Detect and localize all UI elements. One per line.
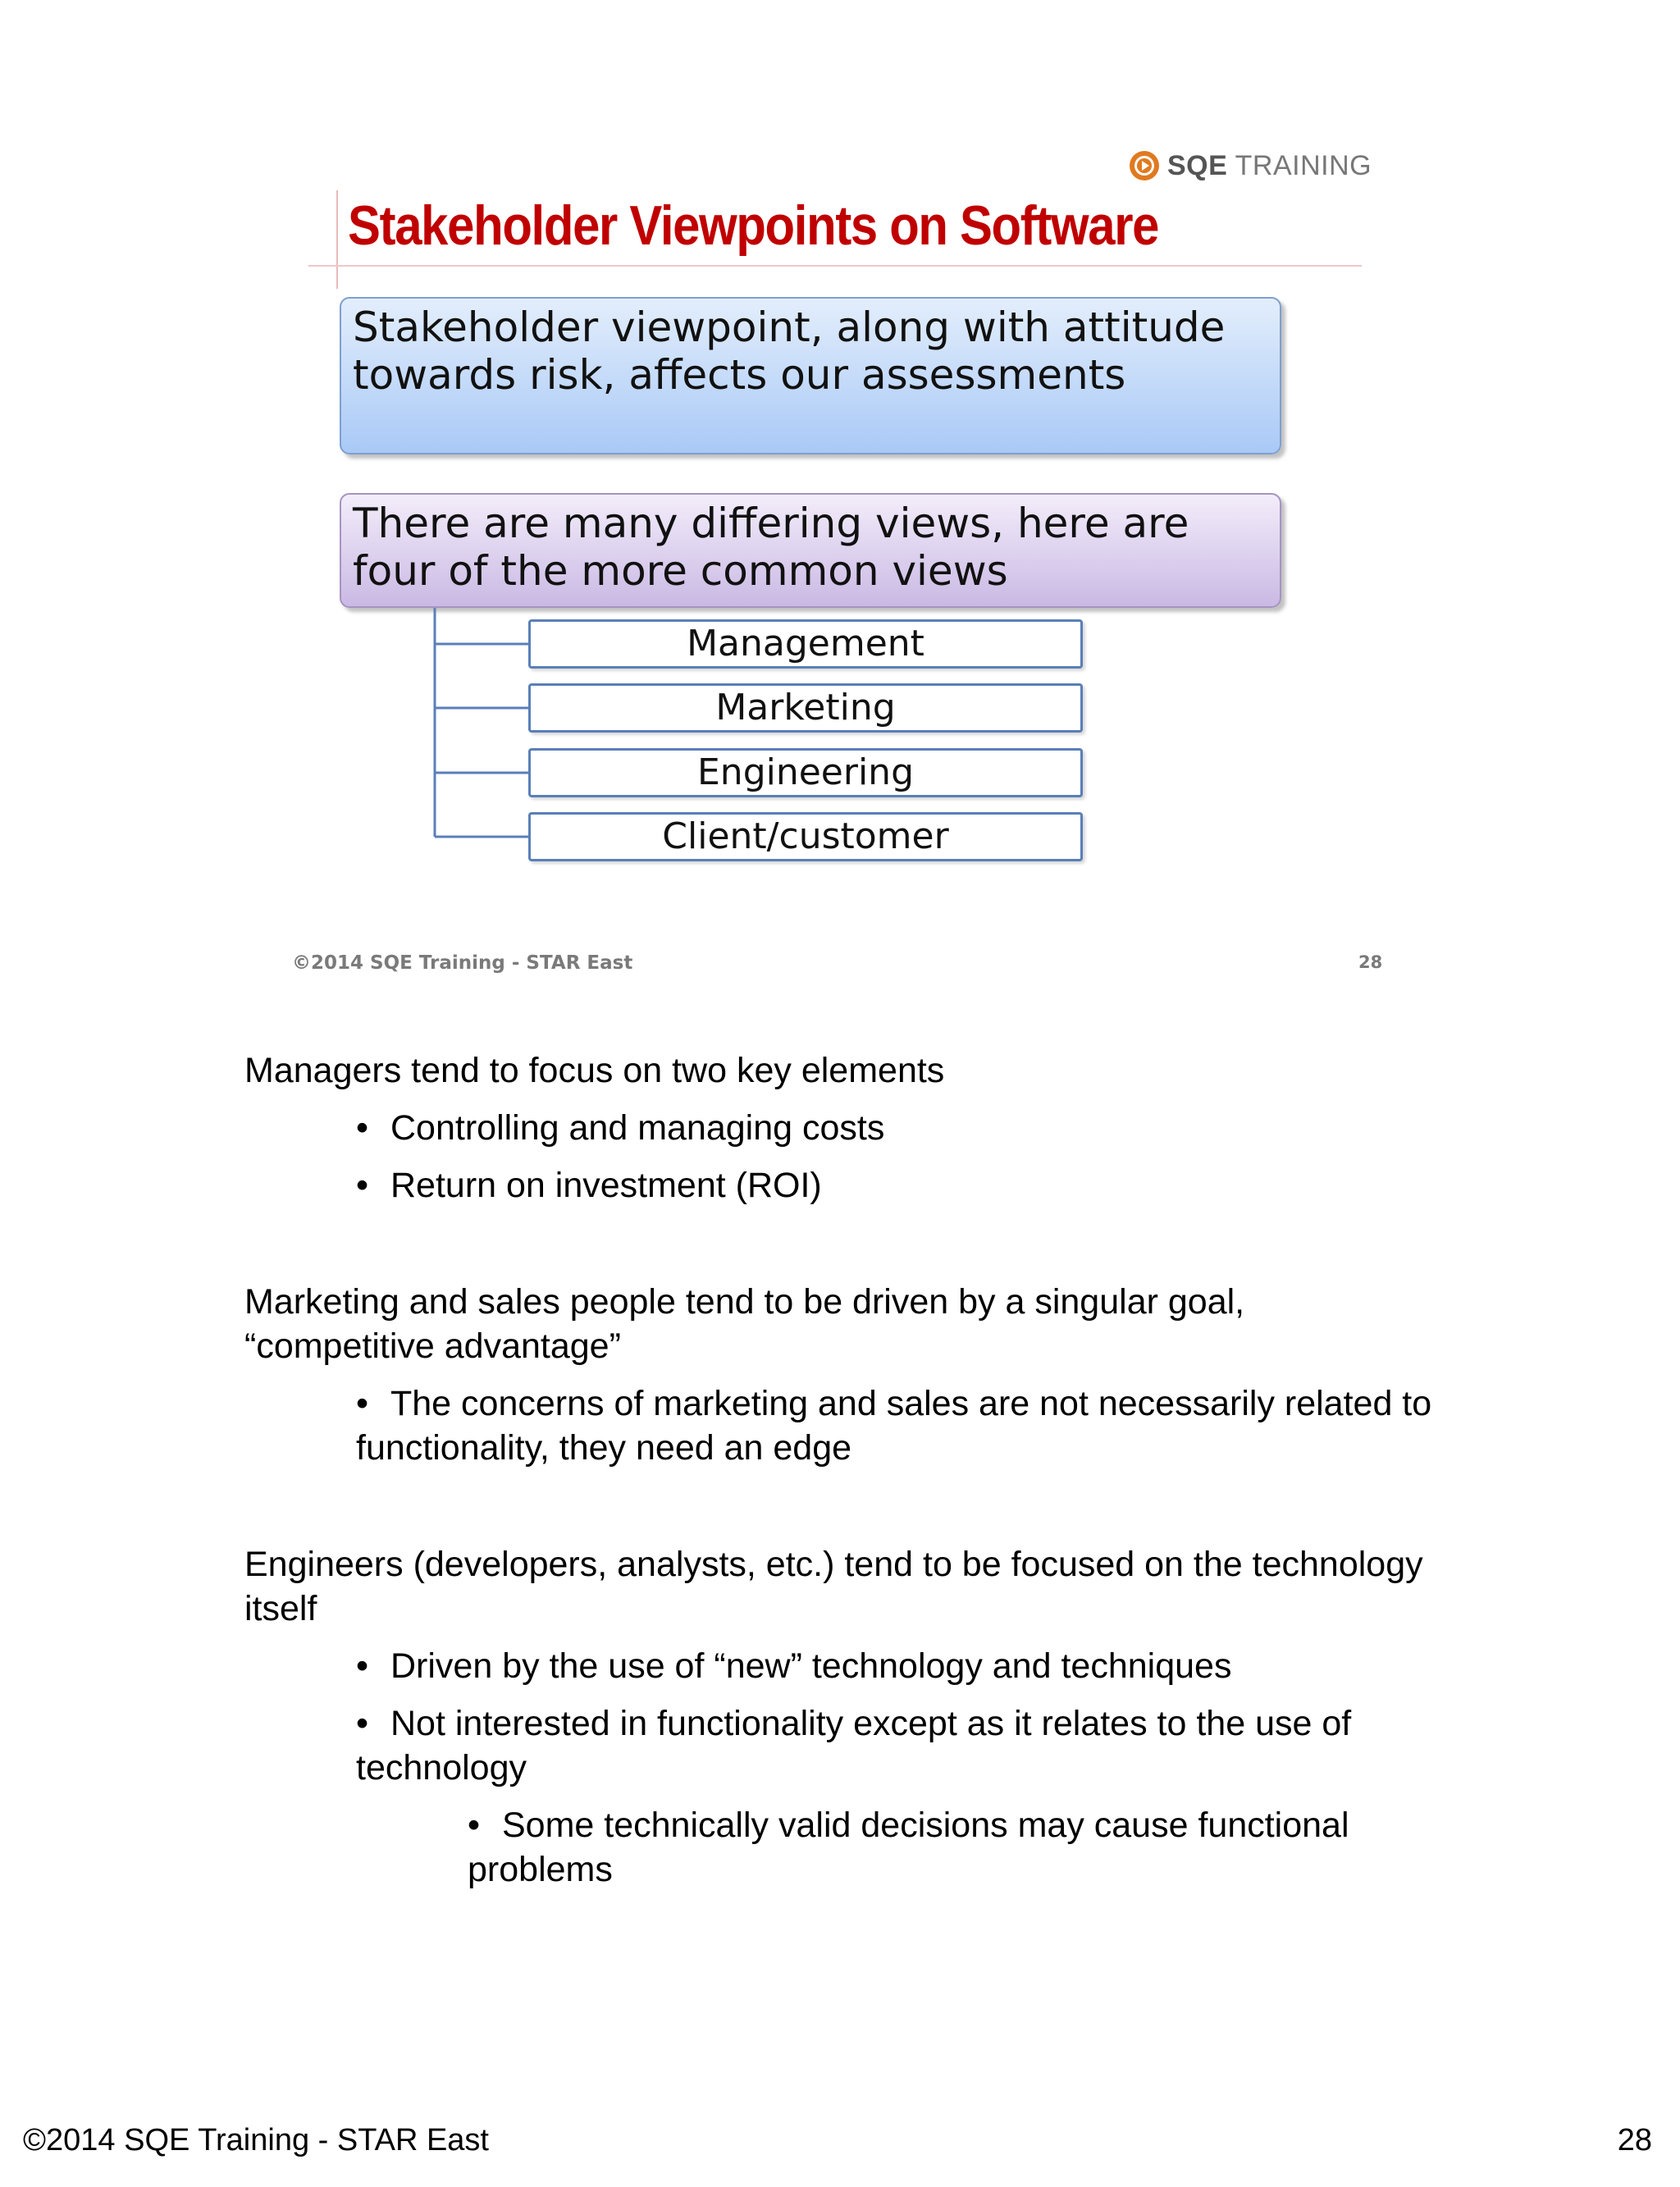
callout-risk-viewpoint: Stakeholder viewpoint, along with attitude towards risk, affects our assessments [340,297,1281,454]
view-client-customer: Client/customer [528,812,1083,861]
notes-paragraph-marketing: Marketing and sales people tend to be driven by a singular goal, “competitive advantage” [244,1282,1245,1366]
bullet-dot: • [356,1166,369,1205]
slide-title: Stakeholder Viewpoints on Software [348,194,1159,257]
sqe-training-logo [1128,148,1372,184]
page-number: 28 [1617,2123,1652,2157]
slide-image [0,0,1680,1009]
notes-sub-bullet [468,1803,1452,1892]
view-engineering: Engineering [528,748,1083,797]
bullet-dot: • [356,1704,369,1743]
logo-text [1167,150,1372,182]
notes-sub-bullet-text: Some technically valid decisions may cause functional problems [468,1806,1349,1889]
bullet-dot: • [468,1806,481,1845]
bullet-dot: • [356,1108,369,1148]
slide-footer: ©2014 SQE Training - STAR East [292,952,633,974]
notes-paragraph-engineers: Engineers (developers, analysts, etc.) tend to be focused on the technology itself [244,1545,1423,1628]
play-circle-icon [1128,149,1161,182]
notes-paragraph-managers: Managers tend to focus on two key elements [244,1051,945,1090]
logo-text-rest: TRAINING [1235,149,1372,181]
view-marketing: Marketing [528,683,1083,733]
notes-bullet-text: Not interested in functionality except as it relates to the use of technology [356,1704,1352,1787]
slide-number: 28 [1358,952,1383,972]
notes-bullet [356,1381,1455,1470]
title-horizontal-rule [308,265,1362,267]
notes-bullet [356,1106,1455,1150]
notes-bullet-text: Driven by the use of “new” technology and techniques [390,1646,1232,1686]
title-vertical-rule [336,190,338,289]
bullet-dot: • [356,1384,369,1423]
notes-bullet [356,1644,1455,1688]
notes-bullet [356,1701,1455,1790]
notes-bullet-text: The concerns of marketing and sales are not necessarily related to functionality, they need an edge [356,1384,1432,1468]
bullet-dot: • [356,1646,369,1686]
notes-bullet-text: Controlling and managing costs [390,1108,885,1148]
page-footer: ©2014 SQE Training - STAR East [23,2123,489,2157]
notes-bullet-text: Return on investment (ROI) [390,1166,822,1205]
view-management: Management [528,619,1083,669]
notes-bullet [356,1163,1455,1208]
logo-text-bold: SQE [1167,149,1228,181]
callout-common-views: There are many differing views, here are four of the more common views [340,493,1281,608]
